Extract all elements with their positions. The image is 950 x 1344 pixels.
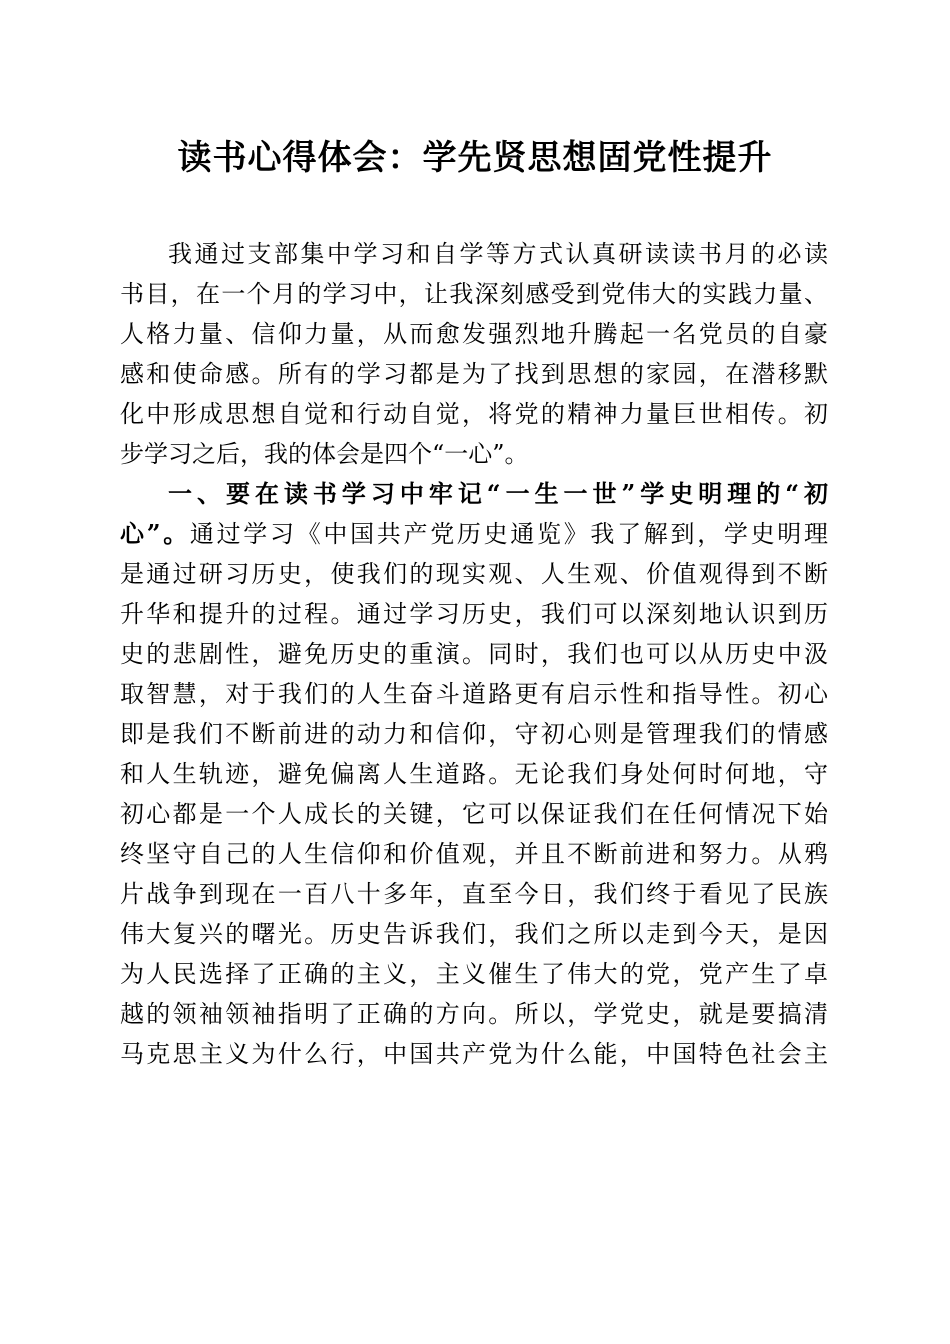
- paragraph-2-line: 即是我们不断前进的动力和信仰，守初心则是管理我们的情感: [120, 720, 828, 748]
- paragraph-2-line-rest: 通过学习《中国共产党历史通览》我了解到，学史明理: [189, 520, 828, 548]
- paragraph-1-line: 步学习之后，我的体会是四个“一心”。: [120, 440, 529, 468]
- paragraph-2-line: 终坚守自己的人生信仰和价值观，并且不断前进和努力。从鸦: [120, 840, 828, 868]
- paragraph-1-line: 书目，在一个月的学习中，让我深刻感受到党伟大的实践力量、: [120, 280, 828, 308]
- paragraph-2-line: 取智慧，对于我们的人生奋斗道路更有启示性和指导性。初心: [120, 680, 828, 708]
- document-body: [120, 234, 828, 1074]
- paragraph-2-line: 伟大复兴的曙光。历史告诉我们，我们之所以走到今天，是因: [120, 920, 828, 948]
- paragraph-1-line: 我通过支部集中学习和自学等方式认真研读读书月的必读: [168, 240, 828, 268]
- section-heading-tail: 心”。: [120, 519, 190, 548]
- paragraph-2-line: 和人生轨迹，避免偏离人生道路。无论我们身处何时何地，守: [120, 760, 828, 788]
- paragraph-2-line: 是通过研习历史，使我们的现实观、人生观、价值观得到不断: [120, 560, 828, 588]
- paragraph-2-line: 为人民选择了正确的主义，主义催生了伟大的党，党产生了卓: [120, 960, 828, 988]
- paragraph-2-line: 片战争到现在一百八十多年，直至今日，我们终于看见了民族: [120, 880, 828, 908]
- paragraph-2-line: 越的领袖领袖指明了正确的方向。所以，学党史，就是要搞清: [120, 1000, 828, 1028]
- section-heading-line: 一、要在读书学习中牢记“一生一世”学史明理的“初: [168, 479, 828, 508]
- paragraph-1-line: 化中形成思想自觉和行动自觉，将党的精神力量巨世相传。初: [120, 400, 828, 428]
- paragraph-1-line: 人格力量、信仰力量，从而愈发强烈地升腾起一名党员的自豪: [120, 320, 828, 348]
- paragraph-2-line: 初心都是一个人成长的关键，它可以保证我们在任何情况下始: [120, 800, 828, 828]
- paragraph-2-line: 升华和提升的过程。通过学习历史，我们可以深刻地认识到历: [120, 600, 828, 628]
- paragraph-1-line: 感和使命感。所有的学习都是为了找到思想的家园，在潜移默: [120, 360, 828, 388]
- paragraph-2-line: [120, 514, 828, 554]
- document-title: 读书心得体会：学先贤思想固党性提升: [177, 138, 773, 178]
- paragraph-2-line: 史的悲剧性，避免历史的重演。同时，我们也可以从历史中汲: [120, 640, 828, 668]
- paragraph-2-line: 马克思主义为什么行，中国共产党为什么能，中国特色社会主: [120, 1040, 828, 1068]
